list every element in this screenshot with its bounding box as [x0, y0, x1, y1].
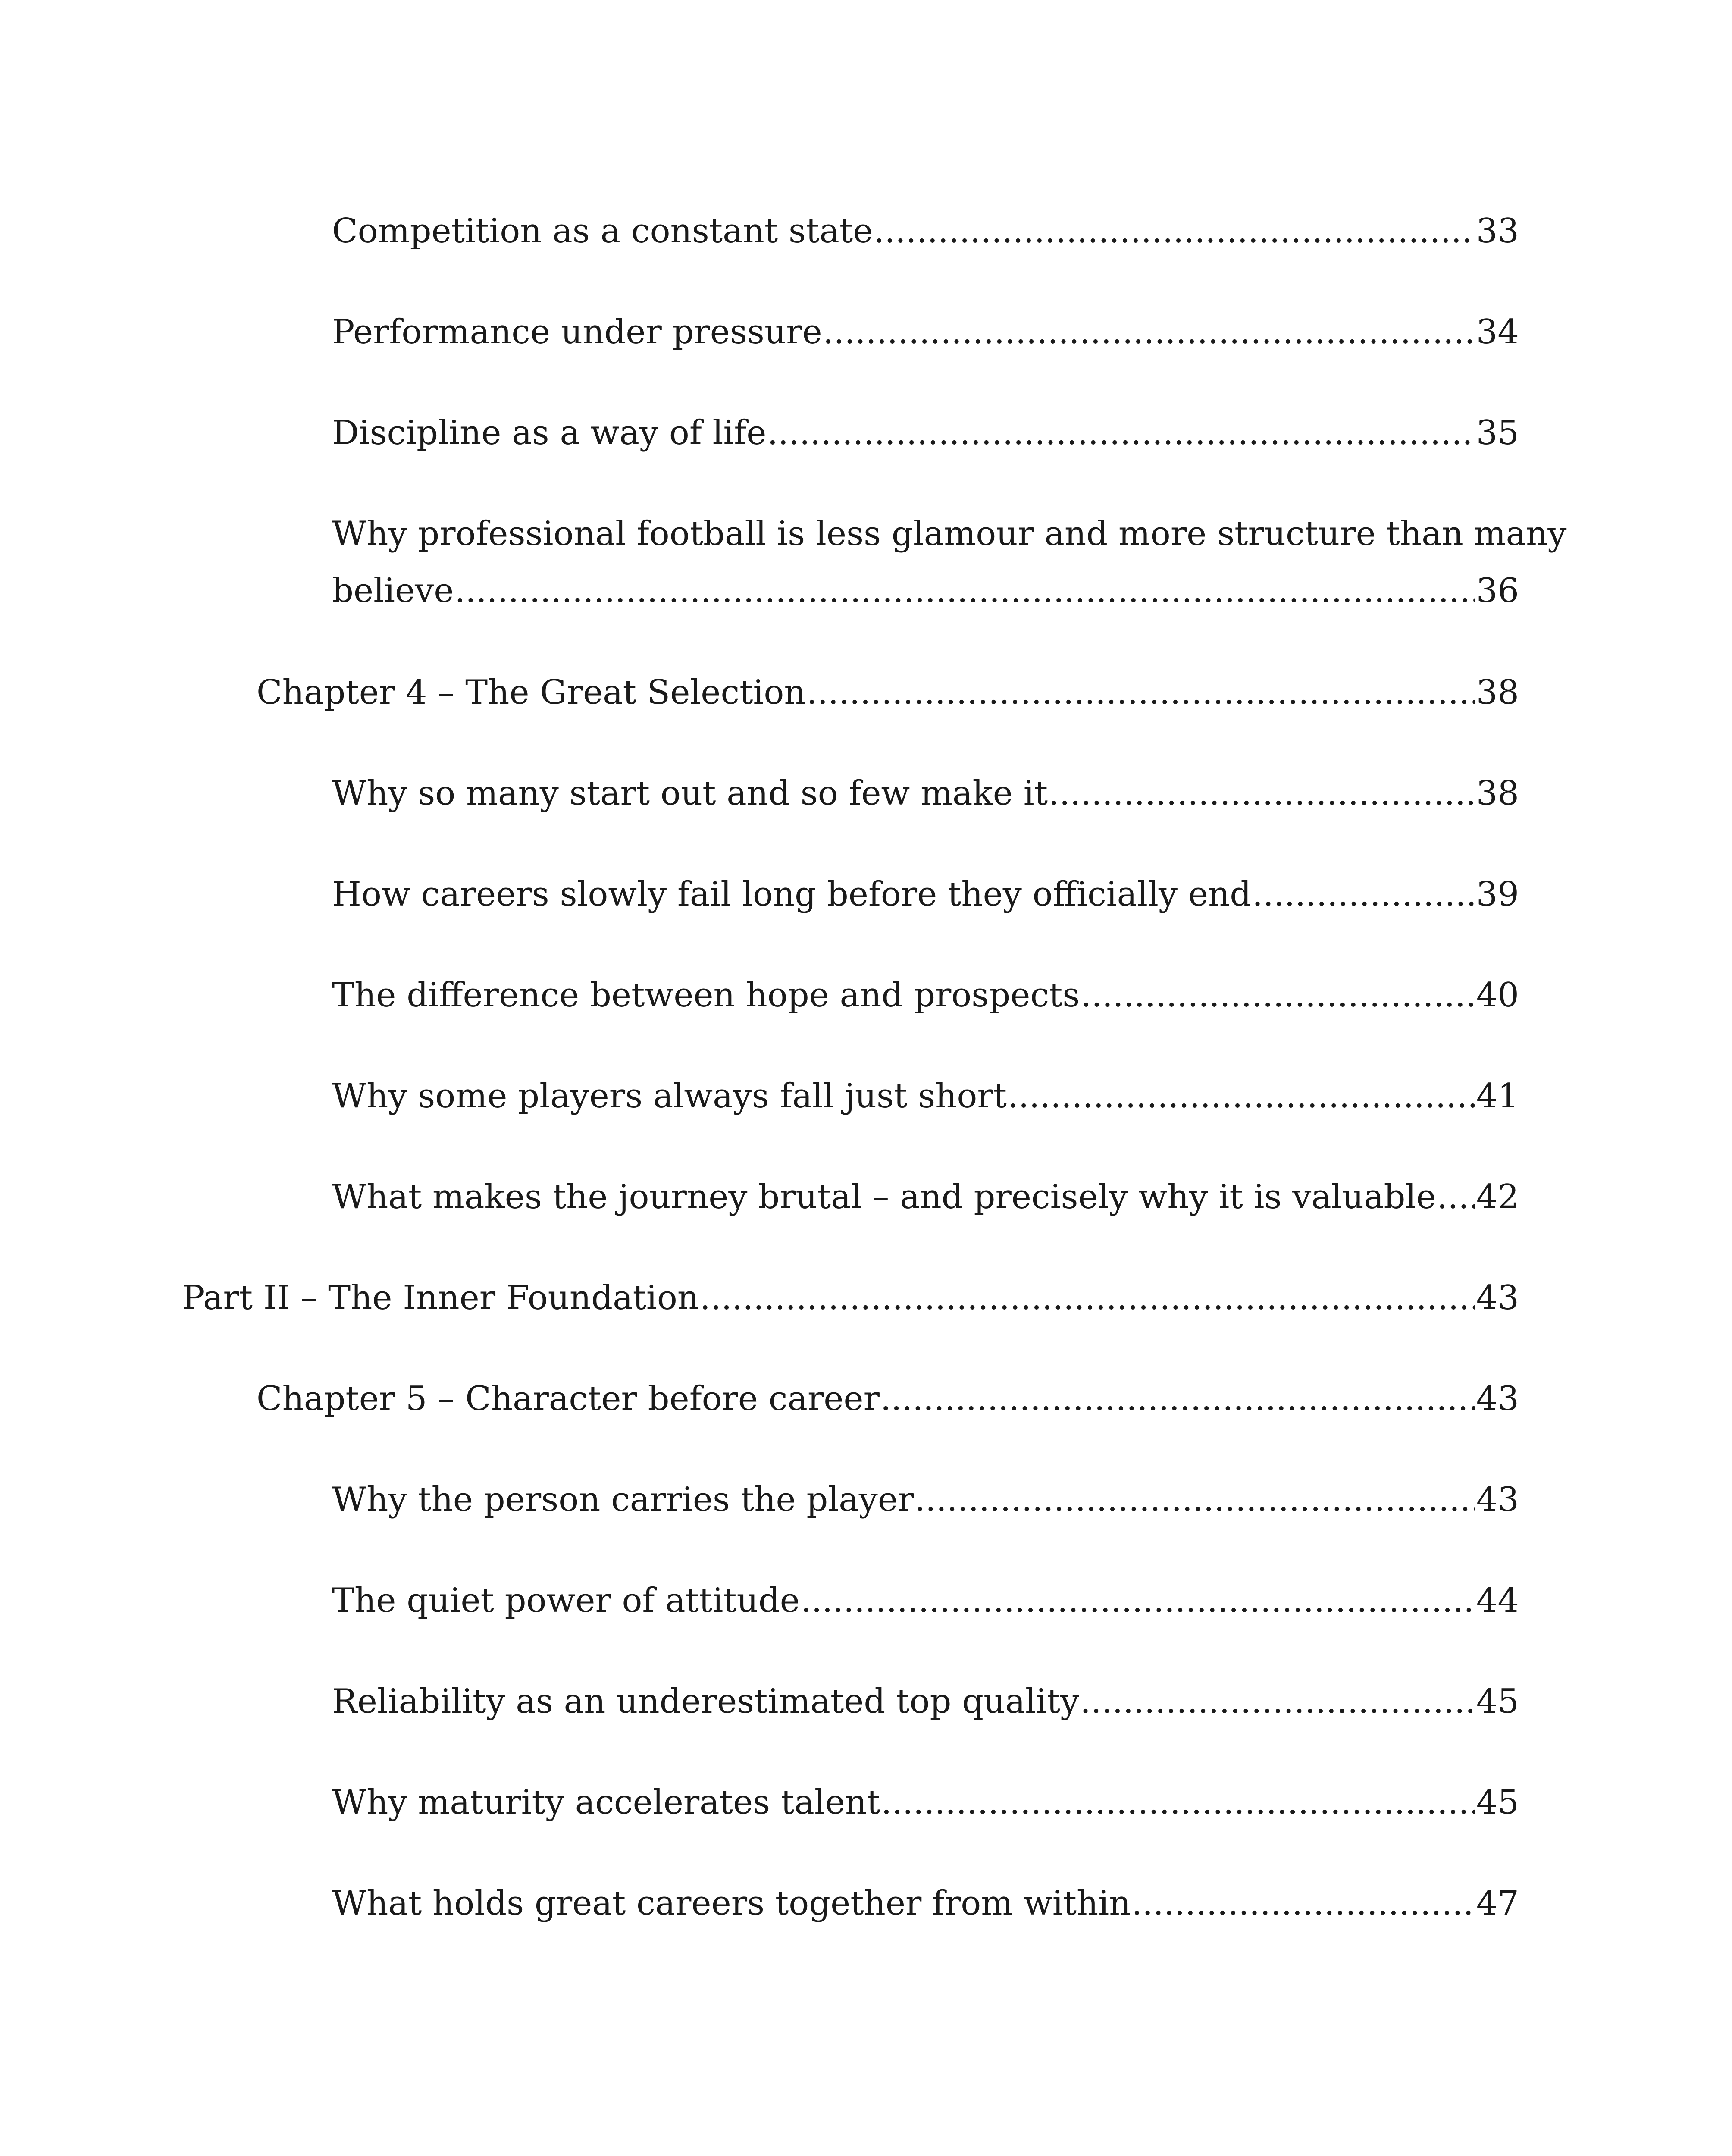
toc-entry-quiet-power[interactable] [332, 1572, 1519, 1629]
toc-entry-chapter-4[interactable] [257, 664, 1519, 721]
toc-entry-holds-careers[interactable] [332, 1875, 1519, 1932]
toc-entry-careers-fail[interactable] [332, 866, 1519, 923]
toc-dot-leader [880, 1370, 1475, 1427]
toc-dot-leader [874, 203, 1475, 260]
toc-entry-title: What holds great careers together from within [332, 1884, 1131, 1923]
toc-dot-leader [823, 304, 1475, 360]
toc-entry-journey-brutal[interactable] [332, 1169, 1519, 1225]
toc-page-number: 34 [1476, 313, 1519, 351]
toc-page-number: 43 [1476, 1379, 1519, 1418]
toc-page-number: 40 [1476, 976, 1519, 1015]
toc-entry-title: Why the person carries the player [332, 1480, 914, 1519]
toc-entry-title: Performance under pressure [332, 313, 822, 351]
toc-entry-title: Why some players always fall just short [332, 1077, 1007, 1116]
toc-entry-title: Discipline as a way of life [332, 414, 767, 452]
toc-dot-leader [881, 1774, 1475, 1831]
toc-dot-leader [1131, 1875, 1475, 1932]
toc-page-number: 47 [1476, 1884, 1519, 1923]
toc-dot-leader [801, 1572, 1475, 1629]
toc-entry-title: How careers slowly fail long before they officially end [332, 875, 1252, 914]
toc-dot-leader [700, 1269, 1475, 1326]
toc-entry-title: Part II – The Inner Foundation [182, 1279, 699, 1317]
toc-page-number: 38 [1476, 673, 1519, 712]
toc-dot-leader [454, 562, 1475, 619]
toc-entry-fall-short[interactable] [332, 1068, 1519, 1125]
toc-page-number: 41 [1476, 1077, 1519, 1116]
toc-page-number: 39 [1476, 875, 1519, 914]
toc-page-number: 45 [1476, 1682, 1519, 1721]
toc-entry-title: The difference between hope and prospects [332, 976, 1080, 1015]
toc-entry-title-line1: Why professional football is less glamour and more structure than many [332, 514, 1567, 553]
toc-dot-leader [1080, 1673, 1475, 1730]
toc-entry-competition[interactable] [332, 203, 1519, 260]
toc-entry-title-line2: believe [332, 571, 454, 610]
toc-page-number: 35 [1476, 414, 1519, 452]
toc-entry-title: Reliability as an underestimated top quality [332, 1682, 1080, 1721]
toc-page-number: 45 [1476, 1783, 1519, 1822]
toc-dot-leader [915, 1471, 1475, 1528]
toc-dot-leader [1008, 1068, 1475, 1125]
toc-entry-title: What makes the journey brutal – and precisely why it is valuable [332, 1178, 1436, 1216]
toc-entry-title: Chapter 5 – Character before career [257, 1379, 880, 1418]
toc-entry-chapter-5[interactable] [257, 1370, 1519, 1427]
toc-entry-performance[interactable] [332, 304, 1519, 360]
toc-entry-discipline[interactable] [332, 404, 1519, 461]
toc-page-number: 43 [1476, 1480, 1519, 1519]
toc-dot-leader [1437, 1169, 1475, 1225]
toc-entry-reliability[interactable] [332, 1673, 1519, 1730]
toc-entry-title: Why maturity accelerates talent [332, 1783, 880, 1822]
toc-entry-title: Competition as a constant state [332, 212, 873, 251]
toc-entry-hope-prospects[interactable] [332, 967, 1519, 1024]
toc-entry-title: The quiet power of attitude [332, 1581, 800, 1620]
toc-entry-glamour[interactable] [332, 505, 1567, 619]
toc-dot-leader [1252, 866, 1475, 923]
toc-entry-title: Chapter 4 – The Great Selection [257, 673, 806, 712]
toc-entry-so-many-start[interactable] [332, 765, 1519, 822]
toc-dot-leader [1081, 967, 1475, 1024]
toc-entry-person-carries[interactable] [332, 1471, 1519, 1528]
toc-dot-leader [767, 404, 1475, 461]
toc-page-number: 42 [1476, 1178, 1519, 1216]
toc-page-number: 38 [1476, 774, 1519, 813]
toc-dot-leader [807, 664, 1475, 721]
toc-page-number: 44 [1476, 1581, 1519, 1620]
toc-page-number: 43 [1476, 1279, 1519, 1317]
toc-page-number: 33 [1476, 212, 1519, 251]
toc-entry-part-2[interactable] [182, 1269, 1519, 1326]
toc-page-number: 36 [1476, 571, 1519, 610]
toc-entry-maturity[interactable] [332, 1774, 1519, 1831]
toc-entry-title: Why so many start out and so few make it [332, 774, 1048, 813]
toc-dot-leader [1049, 765, 1475, 822]
